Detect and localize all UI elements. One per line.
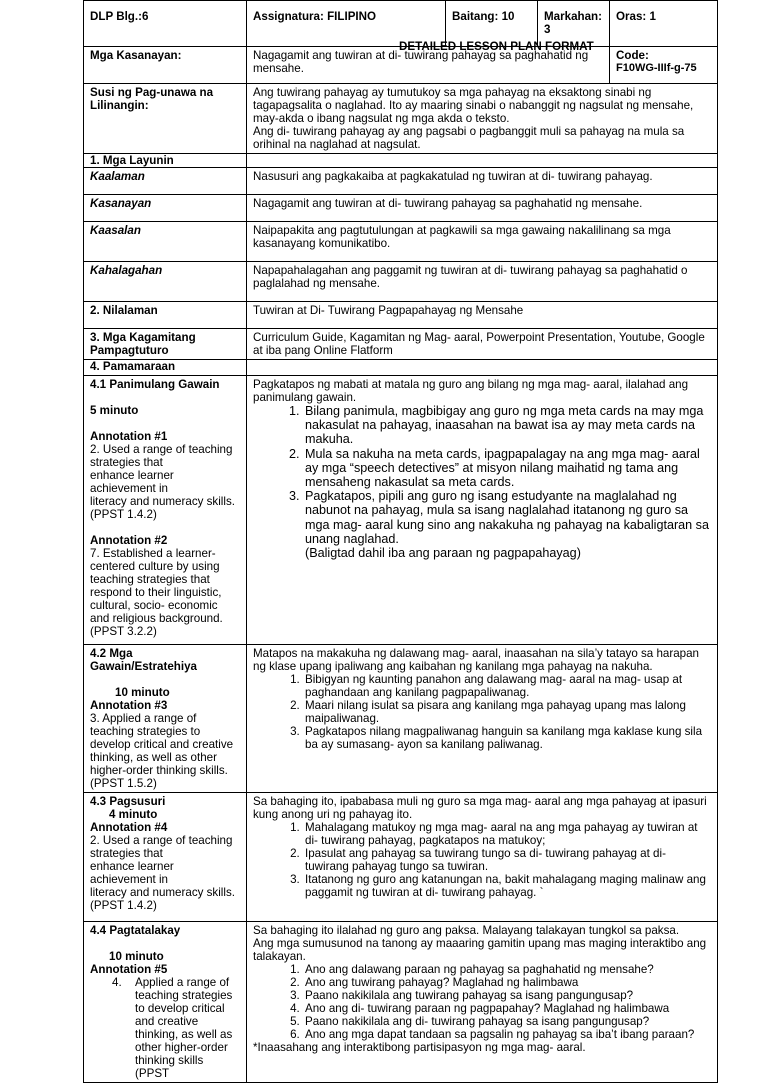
- content-text: Tuwiran at Di- Tuwirang Pagpapahayag ng Mensahe: [247, 302, 718, 329]
- objective-text: Napapahalagahan ang paggamit ng tuwiran at di- tuwirang pahayag sa paghahatid o paglalahad ng mensahe.: [247, 262, 718, 302]
- annotation-title: Annotation #5: [90, 963, 168, 976]
- section-4-3-side: [84, 793, 247, 922]
- content-label: 2. Nilalaman: [84, 302, 247, 329]
- section-time: 4 minuto: [109, 808, 158, 821]
- section-4-3-body: [247, 793, 718, 922]
- list-item: 1. Ano ang dalawang paraan ng pahayag sa paghahatid ng mensahe?: [303, 963, 711, 976]
- list-item: 1. Mahalagang matukoy ng mga mag- aaral na ang mga pahayag ay tuwiran at di- tuwirang pahayag, pagkatapos na matukoy;: [303, 821, 711, 847]
- annotation-number: 4.: [112, 976, 122, 989]
- list-item: 6. Ano ang mga dapat tandaan sa pagsalin ng pahayag sa iba’t ibang paraan?: [303, 1028, 711, 1041]
- section-intro: Sa bahaging ito, ipababasa muli ng guro sa mga mag- aaral ang mga pahayag at ipasuri kung anong uri ng pahayag ito.: [253, 795, 707, 821]
- lesson-plan-table: [83, 0, 718, 1083]
- objective-text: Naipapakita ang pagtutulungan at pagkawili sa mga gawaing nakalilinang sa mga kasanayang komunikatibo.: [247, 222, 718, 262]
- section-4-2-row: [84, 645, 718, 793]
- section-4-1-row: [84, 376, 718, 645]
- skills-label: Mga Kasanayan:: [84, 47, 247, 84]
- annotation-item: [90, 976, 240, 1080]
- questions-list: [253, 963, 711, 1041]
- objective-row: [84, 168, 718, 195]
- section-intro-2: Ang mga sumusunod na tanong ay maaaring gamitin upang mas maging interaktibo ang talakayan.: [253, 937, 707, 963]
- code-cell: [610, 47, 718, 84]
- quarter: Markahan: 3: [538, 1, 610, 47]
- section-intro: Matapos na makakuha ng dalawang mag- aaral, inaasahan na sila’y tatayo sa harapan ng klase upang ipaliwang ang kaibahan ng kanilang mga pahayag na nakuha.: [253, 647, 700, 673]
- list-item: 2. Mula sa nakuha na meta cards, ipagpapalagay na ang mga mag- aaral ay mga “speech detectives” at misyon nilang maihatid ng tama ang mensaheng nakasulat sa meta cards.: [303, 447, 711, 490]
- objective-label: Kaasalan: [84, 222, 247, 262]
- section-4-3-row: [84, 793, 718, 922]
- section-4-4-body: [247, 922, 718, 1083]
- section-title: 4.2 Mga Gawain/Estratehiya: [90, 647, 197, 673]
- objective-label: Kaalaman: [84, 168, 247, 195]
- objective-text: Nagagamit ang tuwiran at di- tuwirang pahayag sa paghahatid ng mensahe.: [247, 195, 718, 222]
- annotation-text: 7. Established a learner-centered culture by using teaching strategies that respond to their linguistic, cultural, socio- economic and religious background. (PPST 3.2.2): [90, 547, 223, 638]
- list-item: 1. Bilang panimula, magbibigay ang guro ng mga meta cards na may mga nakasulat na pahayag, inaasahan na bawat isa ay may meta cards na makuha.: [303, 404, 711, 447]
- annotation-text: enhance learner achievement in: [90, 469, 174, 495]
- section-4-1-side: [84, 376, 247, 645]
- list-item: 2. Ipasulat ang pahayag sa tuwirang tungo sa di- tuwirang pahayag at di- tuwirang pahayag tungo sa tuwiran.: [303, 847, 711, 873]
- section-4-1-body: [247, 376, 718, 645]
- objectives-row: [84, 154, 718, 168]
- annotation-title: Annotation #3: [90, 699, 168, 712]
- section-4-2-body: [247, 645, 718, 793]
- section-4-4-row: [84, 922, 718, 1083]
- section-4-4-side: [84, 922, 247, 1083]
- list-item: 3. Paano nakikilala ang tuwirang pahayag sa isang pangungusap?: [303, 989, 711, 1002]
- dlp-number: DLP Blg.:6: [84, 1, 247, 47]
- list-item: 5. Paano nakikilala ang di- tuwirang pahayag sa isang pangungusap?: [303, 1015, 711, 1028]
- resources-label: 3. Mga Kagamitang Pampagtuturo: [84, 329, 247, 360]
- code-label: Code:: [616, 49, 649, 62]
- annotation-text: literacy and numeracy skills. (PPST 1.4.2): [90, 886, 235, 912]
- section-note: *Inaasahang ang interaktibong partisipasyon ng mga mag- aaral.: [253, 1041, 586, 1054]
- key-understanding-row: [84, 84, 718, 154]
- list-item: 3. Itatanong ng guro ang katanungan na, bakit mahalagang maging malinaw ang paggamit ng tuwiran at di- tuwirang pahayag. `: [303, 873, 711, 899]
- steps-list: [253, 673, 711, 751]
- annotation-text: 2. Used a range of teaching strategies that: [90, 834, 233, 860]
- key-understanding-p1: Ang tuwirang pahayag ay tumutukoy sa mga pahayag na eksaktong sinabi ng tagapagsalita o naglahad. Ito ay maaring sinabi o nabanggit ng nagsulat ng mensahe, may-akda o ibang nagsulat ng mga akda o teksto.: [253, 86, 694, 125]
- procedure-row: [84, 360, 718, 376]
- annotation-text: Applied a range of teaching strategies to develop critical and creative thinking, as well as other higher-order thinking skills (PPST: [135, 976, 233, 1080]
- key-understanding-p2: Ang di- tuwirang pahayag ay ang pagsabi o pagbanggit muli sa pahayag na mula sa orihinal na naglahad at nagsulat.: [253, 125, 685, 151]
- section-intro: Sa bahaging ito ilalahad ng guro ang paksa. Malayang talakayan tungkol sa paksa.: [253, 924, 680, 937]
- annotation-title: Annotation #1: [90, 430, 168, 443]
- list-item: 4. Ano ang di- tuwirang paraan ng pagpapahay? Maglahad ng halimbawa: [303, 1002, 711, 1015]
- annotation-text: literacy and numeracy skills. (PPST 1.4.2): [90, 495, 235, 521]
- objective-text: Nasusuri ang pagkakaiba at pagkakatulad ng tuwiran at di- tuwirang pahayag.: [247, 168, 718, 195]
- annotation-text: enhance learner achievement in: [90, 860, 174, 886]
- section-time: 10 minuto: [115, 686, 170, 699]
- section-title: 4.4 Pagtatalakay: [90, 924, 181, 937]
- grade-level: Baitang: 10: [446, 1, 538, 47]
- annotation-title: Annotation #4: [90, 821, 168, 834]
- steps-list: [253, 821, 711, 899]
- document-title: DETAILED LESSON PLAN FORMAT: [399, 40, 594, 53]
- section-time: 5 minuto: [90, 404, 139, 417]
- objective-label: Kahalagahan: [84, 262, 247, 302]
- content-row: [84, 302, 718, 329]
- resources-row: [84, 329, 718, 360]
- resources-text: Curriculum Guide, Kagamitan ng Mag- aaral, Powerpoint Presentation, Youtube, Google at iba pang Online Flatform: [247, 329, 718, 360]
- list-item: 2. Ano ang tuwirang pahayag? Maglahad ng halimbawa: [303, 976, 711, 989]
- skills-text: Nagagamit ang tuwiran at di- tuwirang pahayag sa paghahatid ng mensahe.: [247, 47, 610, 84]
- annotation-text: 2. Used a range of teaching strategies that: [90, 443, 233, 469]
- list-item: 3. Pagkatapos nilang magpaliwanag hanguin sa kanilang mga kaklase kung sila ba ay sumasang- ayon sa kanilang paliwanag.: [303, 725, 711, 751]
- objectives-label: 1. Mga Layunin: [84, 154, 247, 168]
- section-4-2-side: [84, 645, 247, 793]
- hours: Oras: 1: [610, 1, 718, 47]
- list-item: 2. Maari nilang isulat sa pisara ang kanilang mga pahayag upang mas lalong maipaliwanag.: [303, 699, 711, 725]
- lesson-plan-page: [83, 0, 717, 1080]
- section-note: (Baligtad dahil iba ang paraan ng pagpapahayag): [305, 546, 581, 561]
- section-title: 4.1 Panimulang Gawain: [90, 378, 220, 391]
- steps-list: [253, 404, 711, 546]
- objective-row: [84, 262, 718, 302]
- list-item: 3. Pagkatapos, pipili ang guro ng isang estudyante na maglalahad ng nabunot na pahayag, mula sa isang naglalahad itatanong ng guro sa mga mag- aaral kung sino ang nakakuha ng pahayag na kabaligtaran sa unang naglahad.: [303, 489, 711, 546]
- subject: Assignatura: FILIPINO: [247, 1, 446, 47]
- list-item: 1. Bibigyan ng kaunting panahon ang dalawang mag- aaral na mag- usap at paghandaan ang kanilang pagpapaliwanag.: [303, 673, 711, 699]
- key-understanding-label: Susi ng Pag-unawa na Lilinangin:: [84, 84, 247, 154]
- key-understanding-text: [247, 84, 718, 154]
- objective-row: [84, 195, 718, 222]
- section-time: 10 minuto: [109, 950, 164, 963]
- objective-row: [84, 222, 718, 262]
- section-title: 4.3 Pagsusuri: [90, 795, 166, 808]
- procedure-label: 4. Pamamaraan: [84, 360, 247, 376]
- annotation-title: Annotation #2: [90, 534, 168, 547]
- code-value: F10WG-IIIf-g-75: [616, 62, 697, 74]
- annotation-text: 3. Applied a range of teaching strategies to develop critical and creative thinking, as well as other higher-order thinking skills. (PPST 1.5.2): [90, 712, 234, 790]
- objective-label: Kasanayan: [84, 195, 247, 222]
- section-intro: Pagkatapos ng mabati at matala ng guro ang bilang ng mga mag- aaral, ilalahad ang panimulang gawain.: [253, 378, 689, 404]
